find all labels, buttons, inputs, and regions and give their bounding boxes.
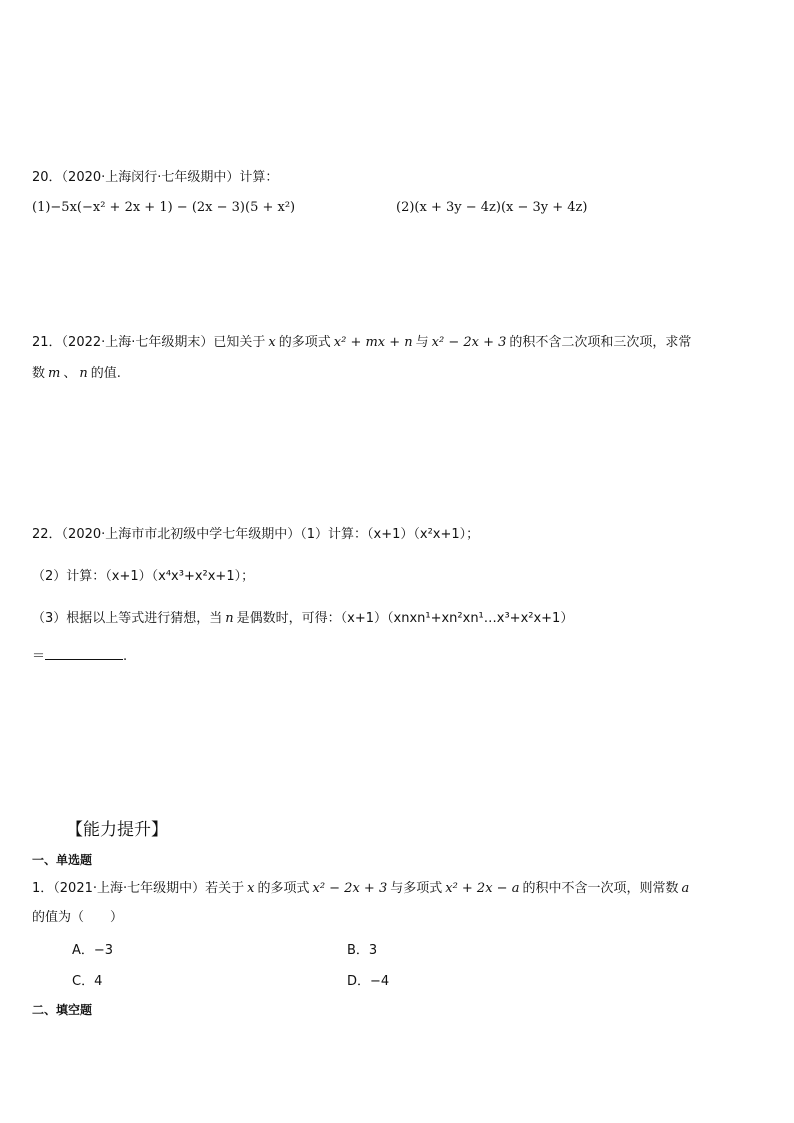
ability-q1-text-d: 的积中不含一次项，则常数 [522,881,679,896]
q21-source: （2022·上海·七年级期末）已知关于 [61,335,266,350]
ability-q1-poly2: x² + 2x − a [445,881,520,896]
q21-text-b: 与 [415,335,429,350]
q21-line2-b: 、 [63,366,77,381]
section-single-choice: 一、单选题 [32,853,93,867]
q22-line1 [32,523,479,542]
q21-line1 [32,331,691,350]
q22-var-n: n [225,611,234,626]
option-c[interactable]: C．4 [72,974,103,989]
ability-q1-var-x: x [247,881,255,896]
q20-header [32,166,278,185]
ability-q1-text-a: 1．（2021·上海·七年级期中）若关于 [32,881,245,896]
option-b[interactable]: B．3 [347,943,378,958]
q21-poly2: x² − 2x + 3 [431,335,507,350]
q21-var-m: m [48,366,61,381]
q22-part3 [32,607,573,626]
q22-answer-suffix: . [123,649,128,664]
q22-part2: （2）计算：（x+1）（x⁴x³+x²x+1）； [32,569,255,584]
q20-number: 20． [32,170,62,185]
q21-line2-c: 的值. [90,366,121,381]
q22-answer-prefix: ＝ [32,649,46,664]
q22-part3-b: 是偶数时，可得：（x+1）（xnxn¹+xn²xn¹…x³+x²x+1） [236,611,574,626]
q20-part2: (2)(x + 3y − 4z)(x − 3y + 4z) [396,200,588,215]
q21-line2 [32,362,121,381]
section-fill-blank: 二、填空题 [32,1003,93,1017]
q22-number: 22． [32,527,62,542]
q21-var-x: x [268,335,276,350]
ability-q1-line2: 的值为（ ） [32,910,124,925]
q21-text-c: 的积不含二次项和三次项，求常 [509,335,692,350]
ability-q1-text-b: 的多项式 [257,881,310,896]
q21-var-n: n [79,366,88,381]
q21-text-a: 的多项式 [278,335,331,350]
q22-source: （2020·上海市市北初级中学七年级期中）（1）计算：（x+1）（x²x+1）； [61,527,480,542]
q20-part1: (1)−5x(−x² + 2x + 1) − (2x − 3)(5 + x²) [32,200,296,215]
q21-line2-a: 数 [32,366,46,381]
ability-q1-var-a: a [681,881,690,896]
q22-answer [32,645,127,664]
ability-q1-line1 [32,877,689,896]
ability-q1-poly1: x² − 2x + 3 [312,881,388,896]
q20-source: （2020·上海闵行·七年级期中）计算： [61,170,279,185]
q21-number: 21． [32,335,62,350]
q21-poly1: x² + mx + n [333,335,413,350]
ability-q1-text-c: 与多项式 [390,881,443,896]
ability-title: 【能力提升】 [66,820,168,840]
q22-answer-blank[interactable] [45,647,123,660]
q22-part3-a: （3）根据以上等式进行猜想，当 [32,611,223,626]
option-a[interactable]: A．−3 [72,943,114,958]
option-d[interactable]: D．−4 [347,974,390,989]
